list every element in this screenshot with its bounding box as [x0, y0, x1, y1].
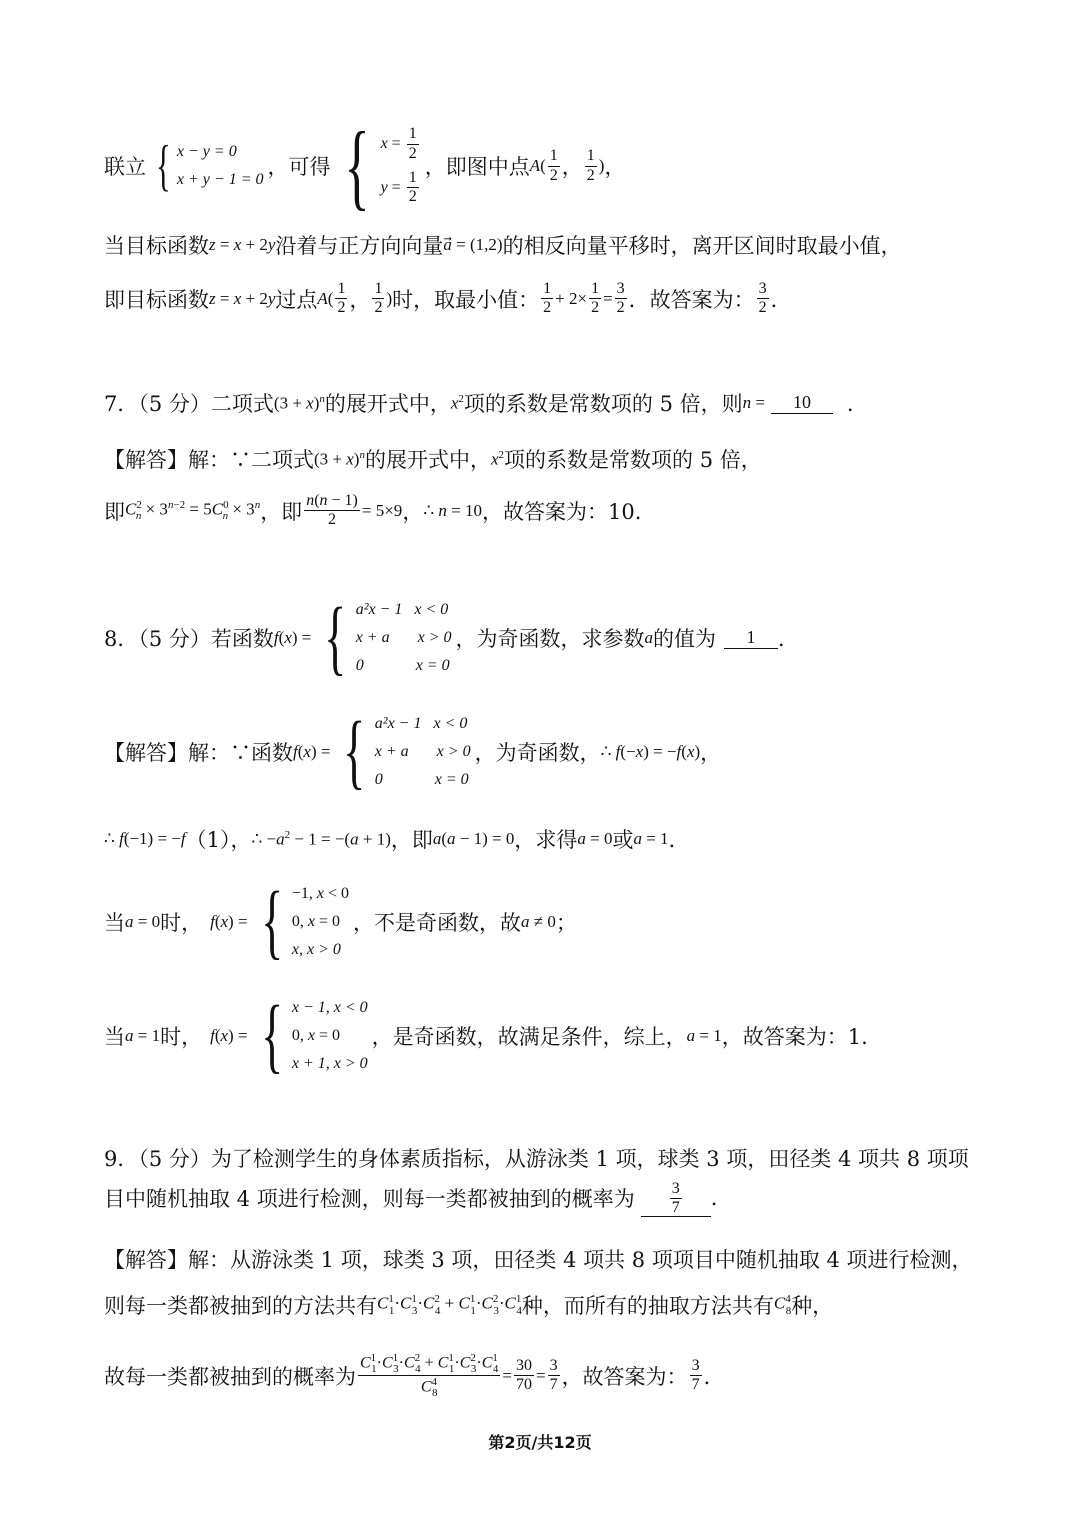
answer-8-line-2: ∴ f(−1) = −f （1）， ∴ $-a^2 - 1 = -(a + 1)$ ，即 a(a − 1) = 0 ，求得 a = 0 或 a = 1 ． — [104, 828, 690, 852]
line-target-function: 当目标函数 z = x + 2y 沿着与正方向向量 a⃗ = (1,2) 的相反向量平移时，离开区间时取最小值， — [104, 234, 902, 258]
answer-blank-9: $\frac{3}{7}$ — [641, 1180, 711, 1217]
solution-system: { x = $\frac{1}{2}$ y = $\frac{1}{2}$ — [344, 112, 417, 219]
question-9-line-1: 9．（5 分）为了检测学生的身体素质指标，从游泳类 1 项，球类 3 项，田径类 4 项共 8 项项 — [104, 1147, 969, 1171]
piecewise-function: { a²x − 1 x < 0 x + a x > 0 0 x = 0 — [324, 591, 452, 684]
answer-blank-8: 1 — [724, 627, 778, 649]
question-9-line-2: 目中随机抽取 4 项进行检测，则每一类都被抽到的概率为 $\frac{3}{7}$ . — [104, 1180, 718, 1217]
answer-7-line-2: 即 $C^2_n \times 3^{n-2} = 5C^0_n \times 3^n$ ，即 $\frac{n(n - 1)}{2}$ = 5×9 ， ∴ n = 10 ，故答案为：10. — [104, 492, 642, 529]
equation-system: { x − y = 0 x + y − 1 = 0 — [156, 135, 264, 197]
answer-9-line-3: 故每一类都被抽到的概率为 $\frac{C^1_1\cdot C^1_3\cdot C^2_4 + C^1_1\cdot C^2_3\cdot C^1_4}{C^4_8}$ = $\frac{30}{70}$ = $\frac{3}{7}$ ，故答案为： $\frac{3}{7}$ ． — [104, 1352, 725, 1399]
answer-9-line-1: 【解答】解：从游泳类 1 项，球类 3 项，田径类 4 项共 8 项项目中随机抽取 4 项进行检测， — [104, 1248, 973, 1272]
answer-8-line-1: 【解答】解：∵函数 f(x) = { a²x − 1 x < 0 x + a x > 0 0 x = 0 ，为奇函数， ∴ f(−x) = −f(x) ， — [104, 705, 722, 798]
answer-9-line-2: 则每一类都被抽到的方法共有 $C^1_1\cdot C^1_3\cdot C^2_4 + C^1_1\cdot C^2_3\cdot C^1_4$ 种，而所有的抽取方法共有 $C^4_8$ 种， — [104, 1293, 834, 1318]
question-8: 8．（5 分）若函数 f(x) = { a²x − 1 x < 0 x + a x > 0 0 x = 0 ，为奇函数，求参数 a 的值为 1 ． — [104, 591, 799, 684]
page-footer: 第2页/共12页 — [488, 1433, 592, 1452]
line-minimum: 即目标函数 z = x + 2y 过点 A ( $\frac{1}{2}$ ， $\frac{1}{2}$ ) 时，取最小值： $\frac{1}{2}$ + 2× $\frac{1}{2}$ = $\frac{3}{2}$ ．故答案为： $\frac{3}{2}$ ． — [104, 280, 792, 317]
line-system-solution: 联立 { x − y = 0 x + y − 1 = 0 ，可得 { x = $\frac{1}{2}$ y = $\frac{1}{2}$ ，即图中点 A ( $\frac{1}{2}$ ， $\frac{1}{2}$ ) ， — [104, 112, 626, 219]
question-7: 7．（5 分）二项式 $(3 + x)^n$ 的展开式中， $x^2$ 项的系数是常数项的 5 倍，则 n = 10 ． — [104, 392, 868, 416]
answer-8-line-4: 当 a = 1 时， f(x) = { x − 1, x < 0 0, x = 0 x + 1, x > 0 ，是奇函数，故满足条件，综上， a = 1 ，故答案为：1. — [104, 989, 868, 1082]
answer-8-line-3: 当 a = 0 时， f(x) = { −1, x < 0 0, x = 0 x, x > 0 ，不是奇函数，故 a ≠ 0 ； — [104, 875, 577, 968]
answer-blank-7: 10 — [771, 392, 833, 414]
answer-7-line-1: 【解答】解：∵二项式 $(3 + x)^n$ 的展开式中， $x^2$ 项的系数是常数项的 5 倍， — [104, 448, 762, 472]
